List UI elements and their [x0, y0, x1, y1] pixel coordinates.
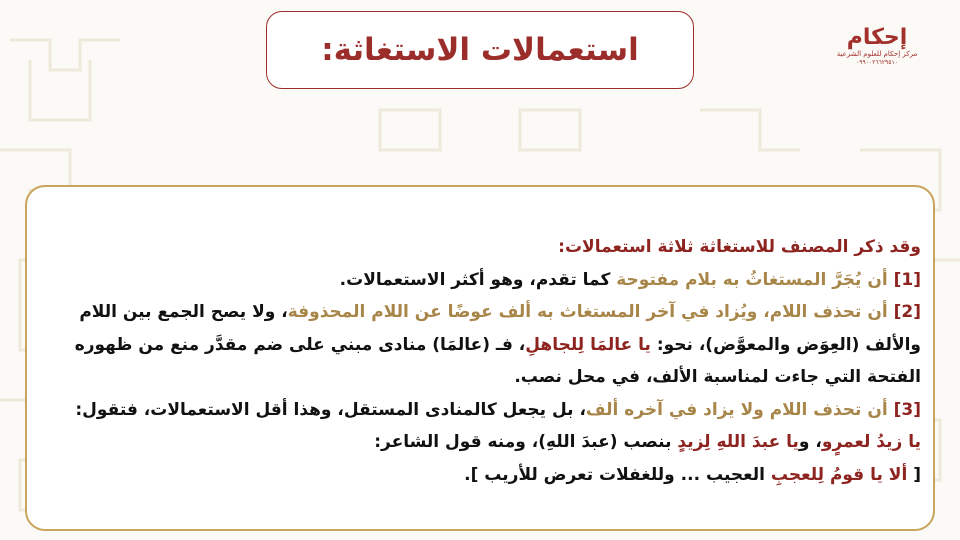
example-1: يا زيدُ لعمرٍو	[821, 432, 921, 452]
item-3-number: [3]	[893, 399, 921, 420]
example-separator: ، و	[798, 432, 822, 452]
item-3	[44, 394, 921, 427]
item-1	[44, 264, 921, 297]
title-box	[266, 11, 694, 89]
verse-open: [	[907, 464, 921, 485]
item-1-highlight: أن يُجَرَّ المستغاثُ به بلام مفتوحة	[616, 269, 888, 290]
example-text: بنصب (عبدَ اللهِ)، ومنه قول الشاعر:	[374, 432, 678, 452]
item-2-text-1: ، ولا يصح الجمع بين اللام والألف (العِوَض والمعوَّض)، نحو:	[79, 302, 921, 355]
logo-name: إحكام	[846, 25, 908, 50]
logo-subtitle: مركز إحكام للعلوم الشرعية	[836, 50, 918, 58]
verse-text: العجيب ... وللغفلات تعرض للأريب ].	[464, 464, 771, 485]
item-1-text: كما تقدم، وهو أكثر الاستعمالات.	[339, 269, 617, 290]
example-2: يا عبدَ اللهِ لِزيدٍ	[677, 432, 799, 452]
item-2-number: [2]	[893, 302, 921, 322]
intro-line	[44, 231, 921, 264]
item-2-highlight: أن تحذف اللام، ويُزاد في آخر المستغاث به ألف عوضًا عن اللام المحذوفة	[287, 302, 888, 322]
item-2-text-2: ، فـ (عالمَا) منادى مبني على ضم مقدَّر منع من ظهوره الفتحة التي جاءت لمناسبة الألف، في محل نصب.	[74, 334, 921, 387]
item-2-example: يا عالمَا لِلجاهلِ	[525, 334, 651, 355]
verse-highlight: ألا يا قومُ لِلعجبِ	[770, 464, 908, 485]
item-3-text: ، بل يجعل كالمنادى المستقل، وهذا أقل الاستعمالات، فتقول:	[75, 399, 586, 420]
content-box	[25, 185, 935, 531]
example-line	[44, 426, 921, 459]
intro-text: وقد ذكر المصنف للاستغاثة ثلاثة استعمالات:	[558, 237, 921, 257]
item-3-highlight: أن تحذف اللام ولا يزاد في آخره ألف	[585, 399, 888, 420]
logo-number: ٠٩٩٠٠٢٦٦٢٩٥١٠	[856, 59, 898, 66]
item-2	[44, 296, 921, 394]
page-title: استعمالات الاستغاثة:	[321, 32, 639, 68]
verse-line	[44, 459, 921, 492]
item-1-number: [1]	[893, 269, 921, 290]
content-text	[44, 231, 921, 491]
logo	[836, 25, 918, 90]
